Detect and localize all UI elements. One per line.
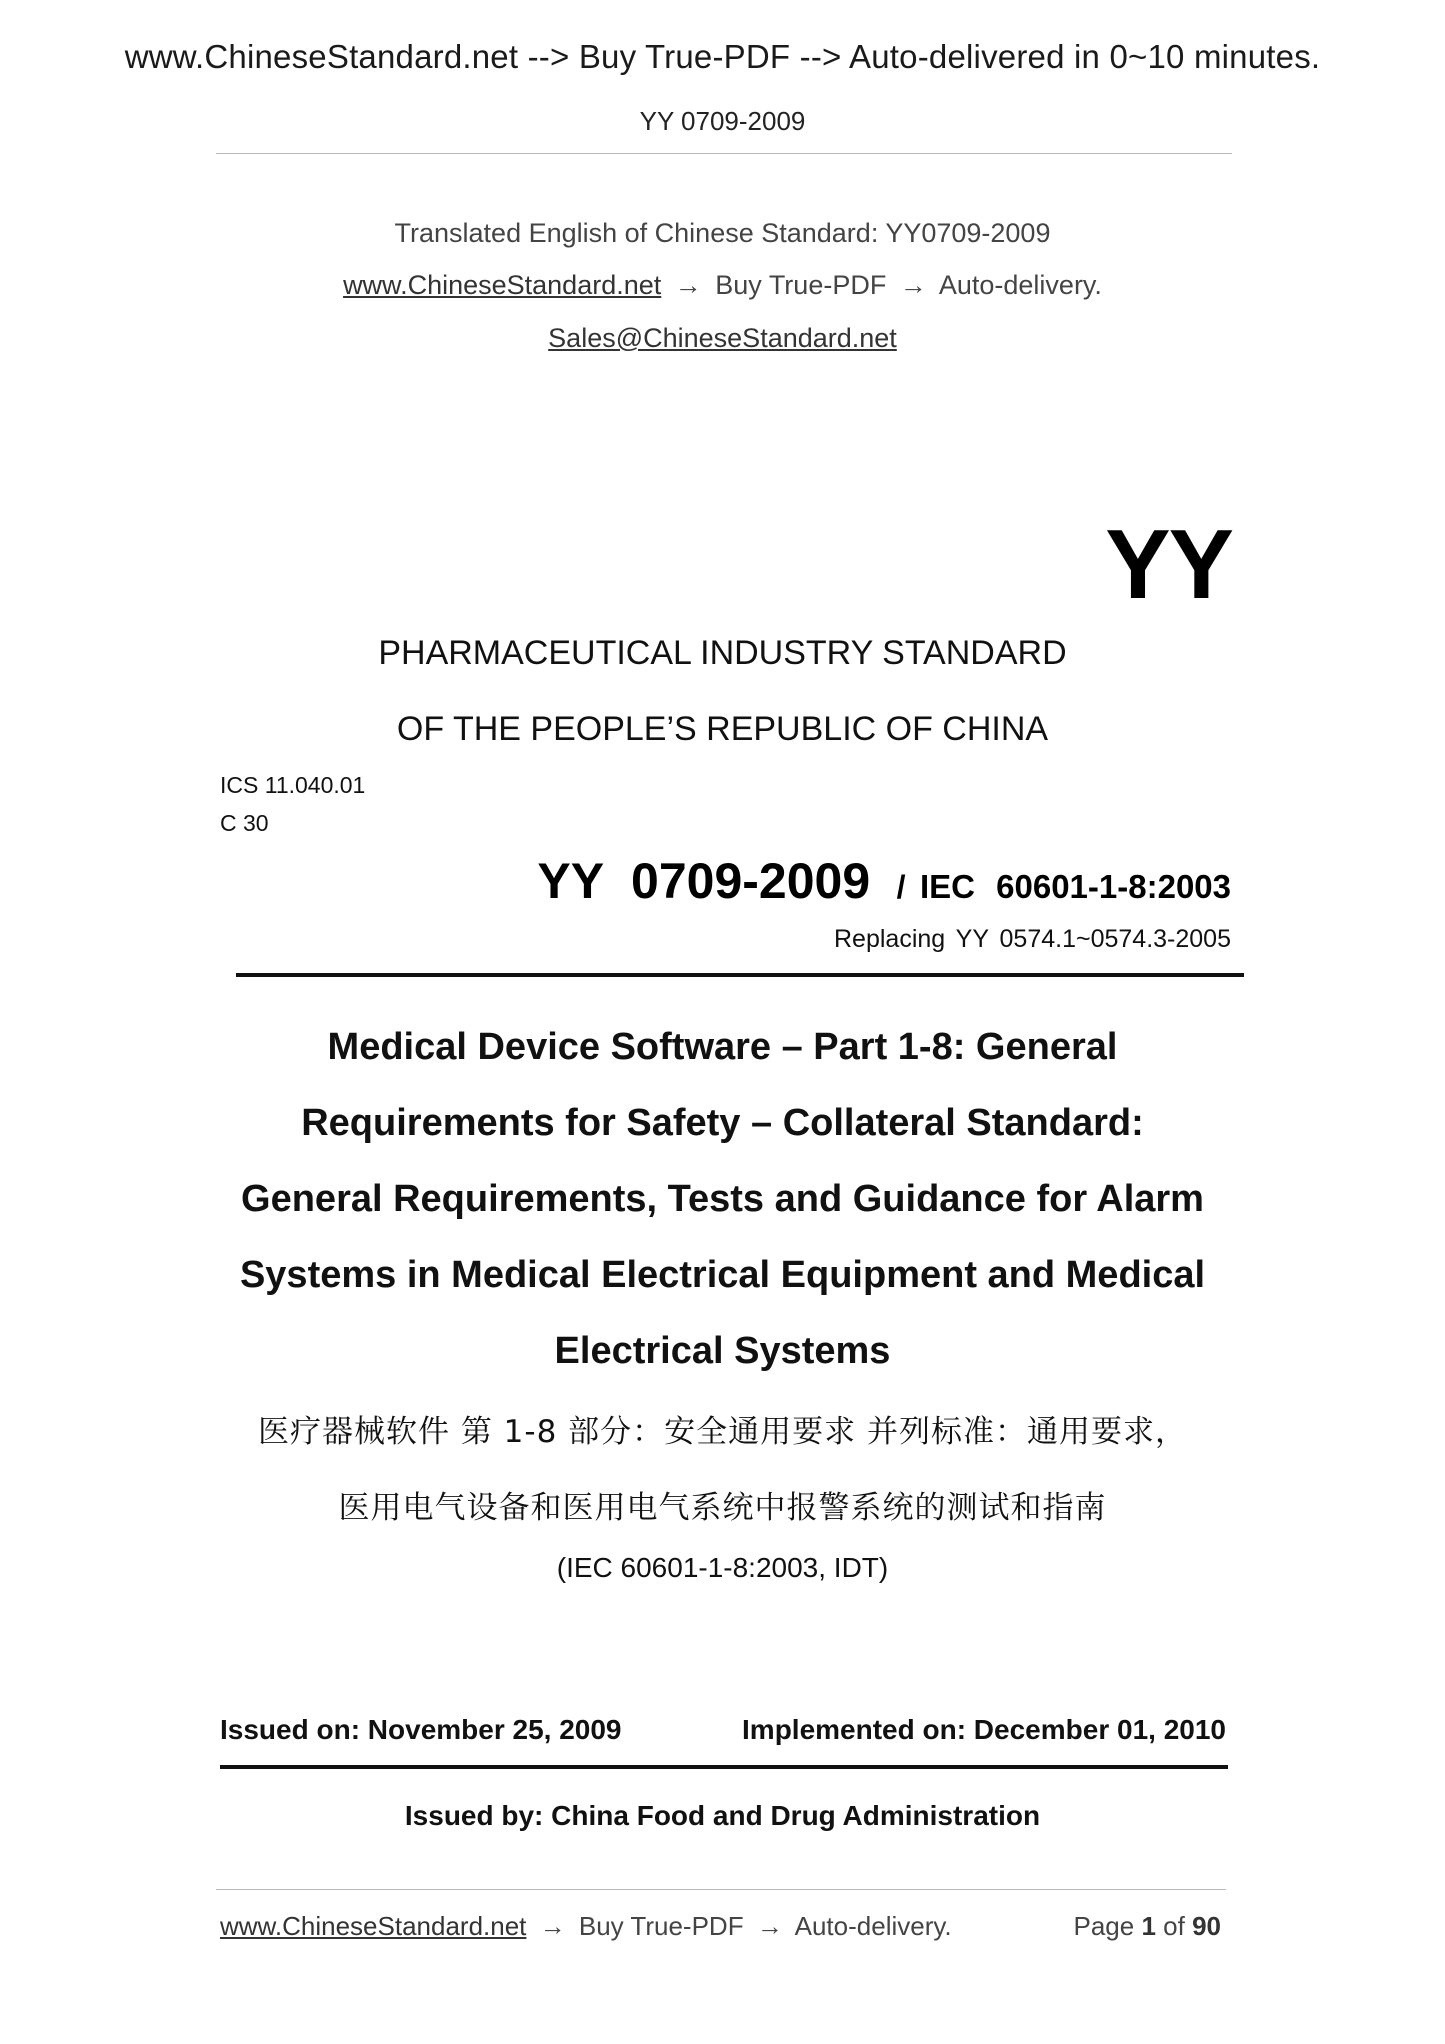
standard-mark: YY: [1105, 509, 1232, 619]
arrow-right-icon: →: [899, 270, 927, 300]
footer-divider: [216, 1889, 1226, 1890]
of-label: of: [1163, 1911, 1185, 1941]
equivalence-note: (IEC 60601-1-8:2003, IDT): [556, 1552, 889, 1583]
footer-site-link[interactable]: www.ChineseStandard.net: [220, 1911, 527, 1941]
header-divider: [216, 153, 1232, 154]
ics-code: ICS 11.040.01: [220, 772, 366, 798]
page-number: 1: [1141, 1911, 1156, 1941]
footer-promo: [220, 1911, 952, 1942]
arrow-right-icon: →: [674, 270, 702, 300]
arrow-right-icon: →: [756, 1911, 783, 1941]
title-en-line-2: Requirements for Safety – Collateral Standard:: [301, 1102, 1144, 1144]
title-zh-line-1: 医疗器械软件 第 1-8 部分：安全通用要求 并列标准：通用要求，: [257, 1414, 1188, 1450]
promo-line: [0, 270, 1445, 301]
translated-notice: Translated English of Chinese Standard: YY0709-2009: [394, 218, 1051, 248]
standard-type-line-1: PHARMACEUTICAL INDUSTRY STANDARD: [378, 634, 1067, 672]
code-separator: /: [896, 869, 906, 905]
dates-divider: [220, 1765, 1228, 1769]
issuing-authority: Issued by: China Food and Drug Administration: [404, 1800, 1041, 1831]
header-standard-number: YY 0709-2009: [639, 106, 806, 136]
standard-code-block: [537, 852, 1231, 910]
arrow-right-icon: →: [539, 1911, 566, 1941]
page-indicator: [1073, 1911, 1221, 1942]
page-total: 90: [1192, 1911, 1221, 1941]
title-zh-line-2: 医用电气设备和医用电气系统中报警系统的测试和指南: [338, 1490, 1107, 1526]
buy-text: Buy True-PDF: [715, 270, 887, 300]
title-en-line-3: General Requirements, Tests and Guidance for Alarm: [241, 1178, 1204, 1220]
site-link[interactable]: www.ChineseStandard.net: [343, 270, 662, 300]
delivery-text: Auto-delivery.: [938, 270, 1102, 300]
issued-on-date: Issued on: November 25, 2009: [220, 1714, 622, 1745]
title-en-line-5: Electrical Systems: [554, 1330, 891, 1372]
footer-delivery-text: Auto-delivery.: [794, 1911, 952, 1941]
ccs-code: C 30: [220, 810, 269, 836]
iec-code: IEC 60601-1-8:2003: [919, 868, 1231, 905]
top-banner: www.ChineseStandard.net --> Buy True-PDF --> Auto-delivered in 0~10 minutes.: [124, 38, 1321, 75]
sales-line: [0, 323, 1445, 354]
sales-email-link[interactable]: Sales@ChineseStandard.net: [548, 323, 897, 353]
standard-type-line-2: OF THE PEOPLE’S REPUBLIC OF CHINA: [396, 710, 1049, 748]
replacing-notice: Replacing YY 0574.1~0574.3-2005: [834, 925, 1231, 953]
page-label: Page: [1073, 1911, 1135, 1941]
standard-code: YY 0709-2009: [537, 853, 871, 909]
implemented-on-date: Implemented on: December 01, 2010: [742, 1714, 1226, 1745]
title-en-line-4: Systems in Medical Electrical Equipment and Medical: [239, 1254, 1206, 1296]
footer-buy-text: Buy True-PDF: [578, 1911, 744, 1941]
title-divider: [236, 973, 1244, 977]
title-en-line-1: Medical Device Software – Part 1-8: General: [327, 1026, 1118, 1068]
